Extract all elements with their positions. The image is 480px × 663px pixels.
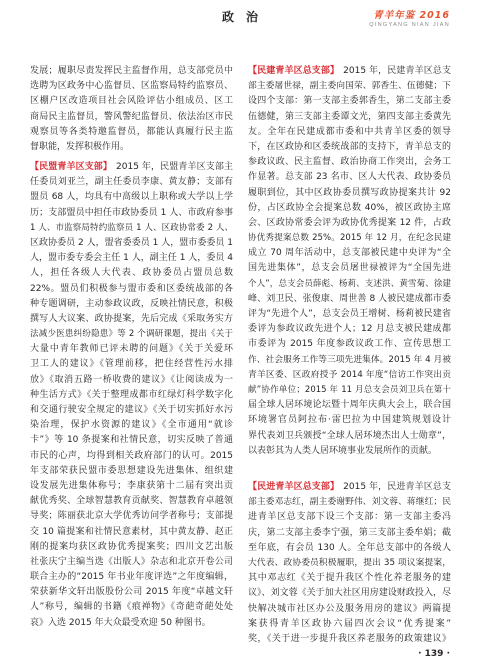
text-line: 观察员等各类特邀监督员，都能认真履行民主监 <box>30 126 233 137</box>
text-line: 商局民主监督员，警风警纪监督员、依法治区市民 <box>30 111 233 122</box>
text-line: 大代表、政协委员积极履职，提出 35 项议案提案， <box>248 557 451 568</box>
paragraph-intro <box>30 64 233 155</box>
section-minmeng <box>30 160 233 631</box>
text-line: 部主委屠世禄，副主委向国荣、郭香生、伍德健；下 <box>248 81 451 92</box>
text-line: 放》《取消五路一桥收费的建议》《让阅读成为一 <box>30 374 233 385</box>
text-line: 导奖；陈丽获北京大学优秀访问学者称号；支部提 <box>30 511 233 522</box>
text-line: 交 10 篇提案和社情民意素材，其中黄友静、赵正 <box>30 526 233 537</box>
text-line: 至年底，有会员 130 人。全年总支部中的各级人 <box>248 542 451 553</box>
section-heading: 【民盟青羊区支部】 <box>30 162 113 172</box>
text-line: 区政协委员 2 人，盟省委委员 1 人，盟市委委员 1 <box>30 237 233 248</box>
text-line: 撰写人大议案、政协提案，先后完成《采取务实方 <box>30 313 233 324</box>
text-line: 卫工人的建议》《管理前移，把住经营性污水排 <box>30 359 233 370</box>
text-line: 卡”》等 10 条提案和社情民意，切实反映了普通 <box>30 435 233 446</box>
text-line: 哀》入选 2015 年大众最受欢迎 50 种图书。 <box>30 617 211 628</box>
text-line: 献”协作单位；2015 年 11 月总支会员刘卫兵在第十 <box>248 384 451 395</box>
text-line: 环境署官员阿拉布·雷巴拉为中国建筑规划设计 <box>248 415 451 426</box>
text-line: 献优秀奖、全球智慧教育贡献奖、智慧教育卓越领 <box>30 496 233 507</box>
text-line: 区棚户区改造项目社会风险评估小组成员、区工 <box>30 96 233 107</box>
text-line: 峰、刘卫民、张俊康、周世善 8 人被民建成都市委 <box>248 293 451 304</box>
text-line: 下，在区政协和区委统战部的支持下，青羊总支的 <box>248 141 451 152</box>
text-line: 奖，《关于进一步提升我区养老服务的政策建议》 <box>248 633 451 644</box>
running-head-book <box>369 10 450 29</box>
text-line: 议》、刘文蓉《关于加大社区用房建设财政投入，尽 <box>248 588 451 599</box>
text-line: 刚的提案均获区政协优秀提案奖；四川文艺出版 <box>30 541 233 552</box>
text-line: 成立 70 周年活动中，总支部被民建中央评为“全 <box>248 248 451 259</box>
text-line: 以表彰其为人类人居环境事业发展所作的贡献。 <box>248 445 438 456</box>
text-line: 督职能，发挥积极作用。 <box>30 141 130 152</box>
section-minjian <box>248 64 451 459</box>
text-line: 市民的心声，均得到相关政府部门的认可。2015 <box>30 450 233 461</box>
text-line: 大量中青年教师已评未聘的问题》《关于关爱环 <box>30 344 233 355</box>
text-line: 伍德健，第三支部主委谭文光，第四支部主委黄先 <box>248 111 451 122</box>
text-line: 作显著。总支部 23 名市、区人大代表、政协委员 <box>248 172 451 183</box>
text-line: 协优秀提案总数 25%。2015 年 12 月，在纪念民建 <box>248 233 451 244</box>
text-line: 人，盟市委专委会主任 1 人，副主任 1 人，委员 4 <box>30 253 233 264</box>
text-line: 青羊区委、区政府授予 2014 年度“信访工作突出贡 <box>248 369 451 380</box>
text-line: 届全球人居环境论坛暨十周年庆典大会上，联合国 <box>248 400 451 411</box>
text-line: 设发展先进集体称号；李康获第十二届有突出贡 <box>30 480 233 491</box>
page-number: · 139 · <box>418 649 450 659</box>
section-first-line <box>30 160 233 175</box>
section-heading: 【民建青羊区总支部】 <box>248 66 340 76</box>
text-line: 快解决城市社区办公及服务用房的建议》两篇提 <box>248 603 451 614</box>
section-first-line-text: 2015 年，民盟青羊区支部主 <box>116 162 233 172</box>
text-line: 法减少医患纠纷隐患》等 2 个调研课题，提出《关于 <box>30 329 233 340</box>
text-line: 会、区政协常委会评为政协优秀提案 12 件，占政 <box>248 217 451 228</box>
text-line: 设四个支部：第一支部主委郭香生，第二支部主委 <box>248 96 451 107</box>
text-line: 任委员刘亚兰，副主任委员李康、黄友静；支部有 <box>30 177 233 188</box>
running-head-book-pinyin: QINGYANG NIAN JIAN <box>369 22 450 28</box>
text-line: 友。全年在民建成都市委和中共青羊区委的领导 <box>248 126 451 137</box>
text-line: 人，担任各级人大代表、政协委员占盟员总数 <box>30 268 233 279</box>
text-line: 市委评为 2015 年度参政议政工作、宣传思想工 <box>248 339 451 350</box>
text-line: 联合主办的“2015 年书业年度评选”之年度编辑， <box>30 572 233 583</box>
running-head-section-title: 政 治 <box>221 10 258 24</box>
text-line: 案获得青羊区政协六届四次会议“优秀提案” <box>248 618 451 629</box>
text-line: 染治理，保护水资源的建议》《全市通用“就诊 <box>30 420 233 431</box>
text-line: 种生活方式》《关于整理成都市红绿灯科学数字化 <box>30 389 233 400</box>
text-line: 作、社会服务工作等三项先进集体。2015 年 4 月被 <box>248 354 451 365</box>
section-first-line-text: 2015 年，民进青羊区总支 <box>343 482 451 492</box>
text-line: 进青羊区总支部下设三个支部：第一支部主委冯 <box>248 512 451 523</box>
text-line: 发展；履职尽责发挥民主监督作用，总支部党员中 <box>30 66 233 76</box>
text-line: 荣获新华文轩出版股份公司 2015 年度“卓越文轩 <box>30 587 233 598</box>
text-line: 种专题调研，主动参政议政，反映社情民意，积极 <box>30 298 233 309</box>
text-line: 选聘为区政务中心监督员、区监察局特约监察员、 <box>30 81 233 92</box>
section-heading: 【民进青羊区总支部】 <box>248 482 340 492</box>
text-line: 和交通行驶安全规定的建议》《关于切实抓好水污 <box>30 405 233 415</box>
text-line: 22%。盟员们积极参与盟市委和区委统战部的各 <box>30 283 233 294</box>
text-line: 1 人、市监察局特约监察员 1 人、区政协常委 2 人、 <box>30 222 233 233</box>
text-line: 份，占区政协全会提案总数 40%，被区政协主席 <box>248 202 451 213</box>
text-line: 个人”，总支会员薛彪、杨莉、支述洪、黄雪菊、徐建 <box>248 278 451 289</box>
section-first-line <box>248 480 451 495</box>
running-head-book-title: 青羊年鉴 2016 <box>373 10 450 21</box>
text-line: 履职到位，其中区政协委员撰写政协提案共计 92 <box>248 187 451 198</box>
text-line: 盟员 68 人，均具有中高级以上职称或大学以上学 <box>30 192 233 203</box>
text-line: 庆，第二支部主委李宁强，第三支部主委牟娟；截 <box>248 527 451 538</box>
text-line: 人”称号，编辑的书籍《痕禅物》《奇葩奇葩处处 <box>30 602 233 613</box>
text-line: 历；支部盟员中担任市政协委员 1 人、市政府参事 <box>30 207 233 218</box>
text-line: 评为“先进个人”，总支会员王增树、杨莉被民建省 <box>248 309 451 319</box>
text-line: 委评为参政议政先进个人；12 月总支被民建成都 <box>248 324 451 335</box>
left-column <box>30 64 233 654</box>
text-line: 国先进集体”，总支会员屠世禄被评为“全国先进 <box>248 263 451 274</box>
right-column <box>248 64 451 654</box>
text-line: 社张庆宁主编当选《出版人》杂志和北京开卷公司 <box>30 556 233 567</box>
text-line: 参政议政、民主监督、政治协商工作突出，会务工 <box>248 157 451 168</box>
text-line: 部主委邓志红，副主委谢野伟、刘文蓉、蒋继红；民 <box>248 497 451 508</box>
section-first-line <box>248 64 451 79</box>
text-line: 其中邓志红《关于提升我区个性化养老服务的建 <box>248 573 451 584</box>
section-minjin <box>248 480 451 647</box>
section-first-line-text: 2015 年，民建青羊区总支 <box>343 66 451 76</box>
text-line: 年支部荣获民盟市委思想建设先进集体、组织建 <box>30 465 233 476</box>
text-line: 界代表刘卫兵颁授“全球人居环境杰出人士勋章”， <box>248 430 451 441</box>
